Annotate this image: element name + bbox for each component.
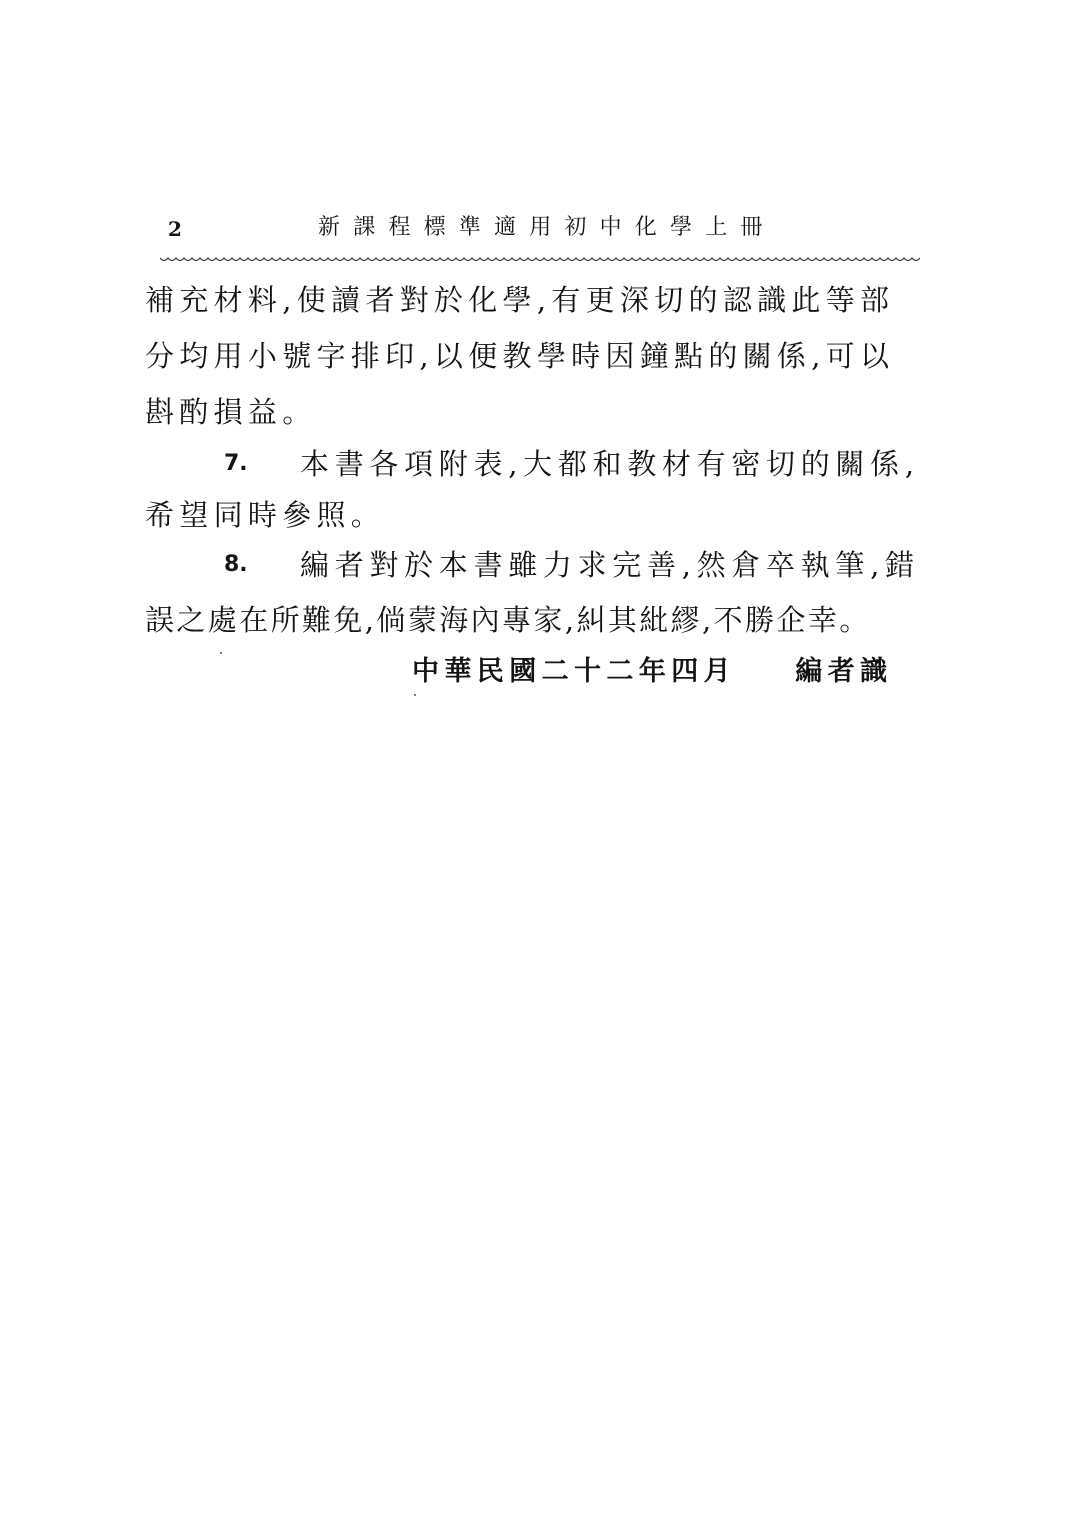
scan-speck xyxy=(220,652,222,654)
body-line-3: 斟酌損益。 xyxy=(145,395,317,429)
scan-speck xyxy=(414,694,416,696)
page-number: 2 xyxy=(168,217,182,241)
item-8-line-1: 編者對於本書雖力求完善,然倉卒執筆,錯 xyxy=(300,548,920,582)
item-7-line-2: 希望同時參照。 xyxy=(145,498,386,532)
signature-line xyxy=(412,654,892,690)
header-wavy-rule xyxy=(160,256,920,264)
item-7-line-1: 本書各項附表,大都和教材有密切的關係, xyxy=(300,447,920,481)
item-8-line-2: 誤之處在所難免,倘蒙海內專家,糾其紕繆,不勝企幸。 xyxy=(145,603,871,637)
item-number-8: 8. xyxy=(224,552,248,577)
body-line-1: 補充材料,使讀者對於化學,有更深切的認識此等部 xyxy=(145,283,895,317)
signature-author: 編者識 xyxy=(795,656,893,687)
running-title: 新課程標準適用初中化學上冊 xyxy=(318,215,776,240)
signature-date: 中華民國二十二年四月 xyxy=(412,656,736,687)
body-line-2: 分均用小號字排印,以便教學時因鐘點的關係,可以 xyxy=(145,339,895,373)
item-number-7: 7. xyxy=(224,451,248,476)
